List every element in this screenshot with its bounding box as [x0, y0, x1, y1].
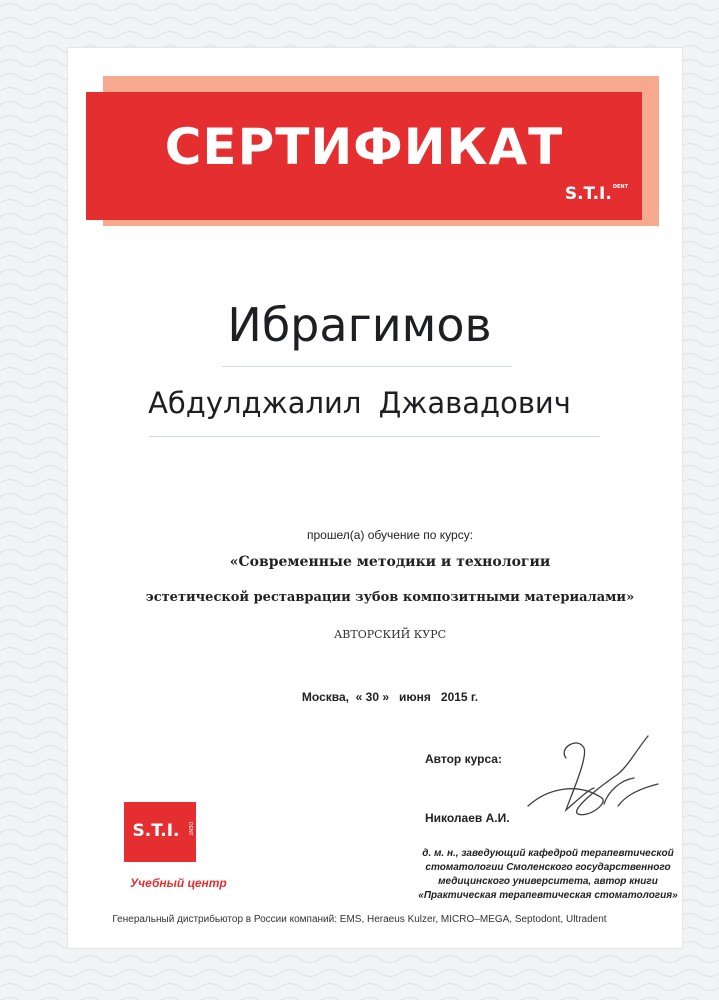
- author-description-line: стоматологии Смоленского государственного: [425, 862, 671, 873]
- course-type: АВТОРСКИЙ КУРС: [333, 628, 447, 641]
- author-name: Николаев А.И.: [425, 811, 510, 825]
- distributor-note: Генеральный дистрибьютор в России компаний: EMS, Heraeus Kulzer, MICRO–MEGA, Septodont, Ultradent: [112, 914, 607, 925]
- course-title-line-2: эстетической реставрации зубов композитными материалами»: [145, 590, 635, 605]
- author-description-line: медицинского университета, автор книги: [438, 876, 658, 887]
- certificate-banner: [86, 92, 642, 220]
- author-description-line: «Практическая терапевтическая стоматология»: [418, 890, 678, 901]
- sti-logo-text: S.T.I.: [132, 821, 180, 841]
- author-signature: [508, 718, 668, 838]
- course-intro: прошел(а) обучение по курсу:: [306, 528, 474, 542]
- training-center-caption: Учебный центр: [130, 876, 227, 890]
- author-label: Автор курса:: [425, 752, 502, 766]
- issue-date: Москва, « 30 » июня 2015 г.: [301, 690, 479, 704]
- sti-logo: [124, 802, 196, 862]
- course-title-line-1: «Современные методики и технологии: [229, 554, 551, 570]
- recipient-given-names: Абдулджалил Джавадович: [148, 386, 571, 420]
- banner-logo: [565, 184, 628, 204]
- banner-logo-text: S.T.I.: [564, 184, 612, 204]
- recipient-surname: Ибрагимов: [227, 298, 492, 352]
- banner-logo-sub: DENT: [612, 184, 628, 190]
- sti-logo-sub: DENT: [187, 822, 193, 836]
- given-names-underline: [150, 436, 600, 437]
- surname-underline: [222, 366, 512, 367]
- certificate-title: СЕРТИФИКАТ: [164, 118, 564, 176]
- author-description-line: д. м. н., заведующий кафедрой терапевтической: [422, 848, 674, 859]
- author-description: [418, 847, 678, 903]
